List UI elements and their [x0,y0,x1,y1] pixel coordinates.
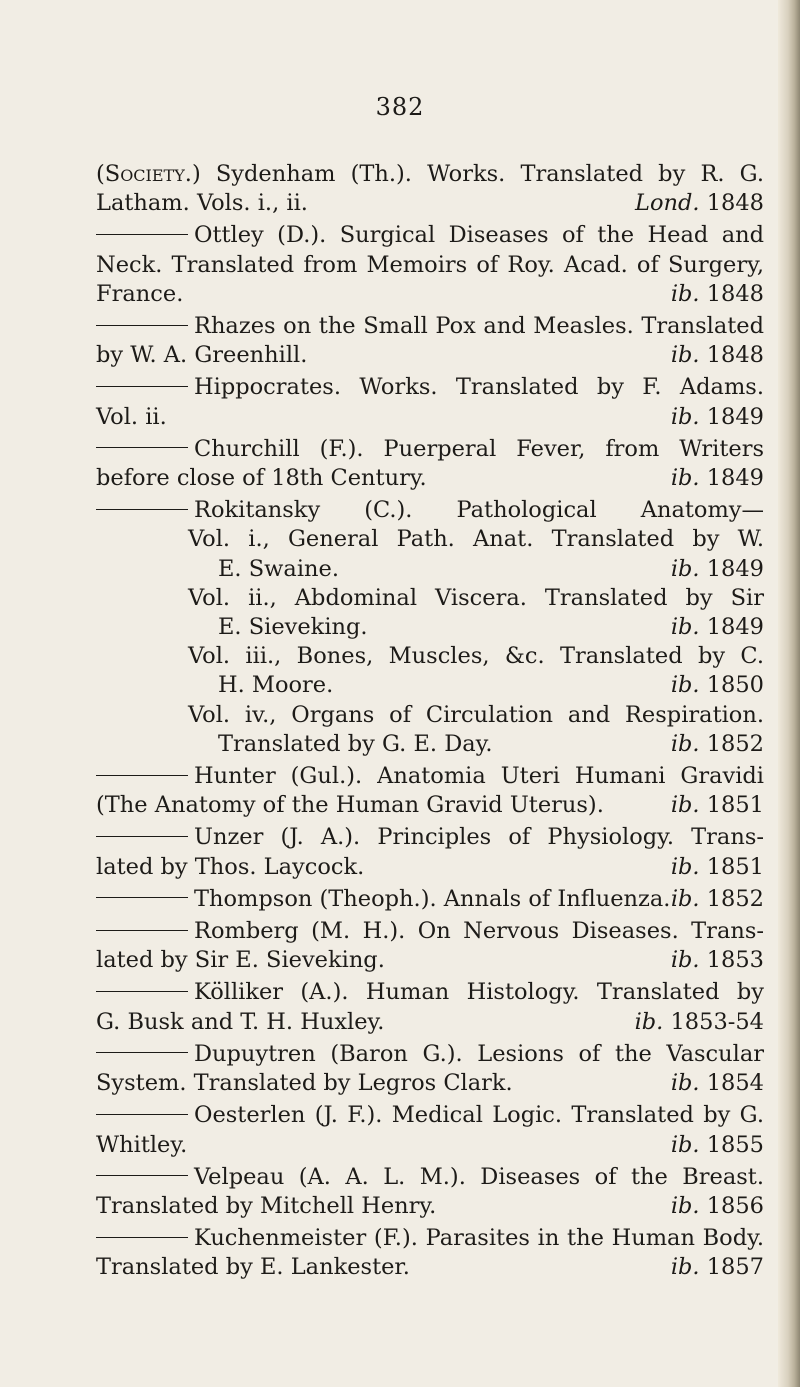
entry-last-line [96,791,764,820]
entry-line: Neck. Translated from Memoirs of Roy. Acad. of Surgery, [96,251,764,278]
entry-line: Velpeau (A. A. L. M.). Diseases of the Breast. [96,1163,764,1192]
imprint: ib. 1853-54 [634,1008,764,1035]
entry-line: Kuchenmeister (F.). Parasites in the Human Body. [96,1224,764,1253]
entry-last-line [96,341,764,370]
imprint-place: ib. [634,1008,664,1035]
entry-last-line [96,464,764,493]
imprint: ib. 1855 [670,1131,764,1158]
entry-line: Rokitansky (C.). Pathological Anatomy— [96,496,764,525]
entry-line: Hunter (Gul.). Anatomia Uteri Humani Gravidi [96,762,764,791]
ditto-dash [96,447,188,448]
imprint-place: ib. [670,614,700,641]
volume-continuation [188,613,764,642]
entry-text: Whitley. [96,1131,188,1158]
imprint: ib. 1851 [670,853,764,880]
imprint-place: ib. [670,730,700,757]
volume-last-line [218,730,764,759]
imprint-place: ib. [670,947,700,974]
imprint-place: ib. [670,1192,700,1219]
imprint-place: ib. [670,853,700,880]
page-number: 382 [375,93,425,121]
ditto-dash [96,991,188,992]
entry-last-line [96,1192,764,1221]
volume-entry [96,584,764,642]
book-spine-shadow [778,0,800,1387]
bibliography-entry [96,221,764,309]
ditto-dash [96,509,188,510]
imprint: ib. 1852 [670,885,764,912]
volume-entry [96,642,764,700]
imprint: ib. 1849 [670,403,764,430]
entry-last-line [96,885,764,914]
entry-line: Kölliker (A.). Human Histology. Translated by [96,978,764,1007]
entry-last-line [96,403,764,432]
volume-line: Vol. iv., Organs of Circulation and Respiration. [188,701,764,728]
ditto-dash [96,836,188,837]
volume-last-line [218,555,764,584]
imprint-place: ib. [670,280,700,307]
entry-text: H. Moore. [218,672,334,699]
bibliography-entry [96,373,764,431]
volume-continuation [188,555,764,584]
entry-text: Thompson (Theoph.). Annals of Influenza. [96,885,670,914]
imprint: ib. 1856 [670,1192,764,1219]
imprint-place: ib. [670,342,700,369]
entry-line: Unzer (J. A.). Principles of Physiology. Trans- [96,823,764,852]
entry-text: before close of 18th Century. [96,465,427,492]
imprint: ib. 1851 [670,792,764,819]
volume-entry [96,701,764,759]
imprint-place: ib. [670,672,700,699]
bibliography-entry [96,823,764,881]
ditto-dash [96,775,188,776]
ditto-dash [96,1052,188,1053]
entry-text: Latham. Vols. i., ii. [96,190,308,217]
imprint: ib. 1848 [670,280,764,307]
volume-line: Vol. ii., Abdominal Viscera. Translated by Sir [188,584,764,611]
ditto-dash [96,234,188,235]
entry-line: (Society.) Sydenham (Th.). Works. Translated by R. G. [96,161,764,187]
volume-last-line [218,613,764,642]
entry-text: France. [96,280,184,307]
bibliography-entry [96,160,764,218]
entry-last-line [96,280,764,309]
entry-last-line [96,189,764,218]
entry-last-line [96,1131,764,1160]
bibliography-entry [96,312,764,370]
imprint-place: ib. [670,555,700,582]
entry-text: E. Swaine. [218,555,339,582]
imprint: ib. 1849 [670,614,764,641]
entry-text: by W. A. Greenhill. [96,342,308,369]
imprint-place: Lond. [635,190,700,217]
imprint-place: ib. [670,792,700,819]
ditto-dash [96,325,188,326]
entry-text: Translated by G. E. Day. [218,730,493,757]
entry-last-line [96,1069,764,1098]
entry-text: lated by Sir E. Sieveking. [96,947,385,974]
bibliography-entry [96,1224,764,1282]
entry-text: lated by Thos. Laycock. [96,853,365,880]
entry-line: Ottley (D.). Surgical Diseases of the Head and [96,221,764,250]
entry-last-line [96,853,764,882]
imprint: ib. 1854 [670,1070,764,1097]
entry-text: Translated by Mitchell Henry. [96,1192,437,1219]
entry-line: Hippocrates. Works. Translated by F. Adams. [96,373,764,402]
bibliography-entry [96,1040,764,1098]
ditto-dash [96,1237,188,1238]
bibliography-entry [96,762,764,820]
imprint: ib. 1848 [670,342,764,369]
bibliography-entry [96,496,764,759]
entry-line: Dupuytren (Baron G.). Lesions of the Vascular [96,1040,764,1069]
imprint-place: ib. [670,1070,700,1097]
society-label: Society [104,161,185,187]
ditto-dash [96,1175,188,1176]
ditto-dash [96,1114,188,1115]
bibliography-entry [96,885,764,914]
bibliography-entry [96,1101,764,1159]
imprint-place: ib. [670,403,700,430]
imprint: ib. 1857 [670,1254,764,1281]
imprint-place: ib. [670,1254,700,1281]
imprint-place: ib. [670,465,700,492]
volume-continuation [188,730,764,759]
entry-last-line [96,1253,764,1282]
entry-line: Romberg (M. H.). On Nervous Diseases. Trans- [96,917,764,946]
volume-line: Vol. iii., Bones, Muscles, &c. Translated by C. [188,643,764,670]
imprint: ib. 1853 [670,947,764,974]
imprint: ib. 1850 [670,672,764,699]
volume-line: Vol. i., General Path. Anat. Translated by W. [188,526,764,553]
entry-text: E. Sieveking. [218,614,368,641]
bibliography-entry [96,917,764,975]
entry-text: Vol. ii. [96,403,167,430]
entry-text: Translated by E. Lankester. [96,1254,410,1281]
volume-entry [96,525,764,583]
imprint-place: ib. [670,1131,700,1158]
entry-line: Oesterlen (J. F.). Medical Logic. Translated by G. [96,1101,764,1130]
imprint: Lond. 1848 [635,190,764,217]
bibliography-entry [96,1163,764,1221]
entry-last-line [96,946,764,975]
ditto-dash [96,930,188,931]
entry-line: Rhazes on the Small Pox and Measles. Translated [96,312,764,341]
ditto-dash [96,386,188,387]
entry-line: Churchill (F.). Puerperal Fever, from Writers [96,435,764,464]
ditto-dash [96,897,188,898]
volume-continuation [188,671,764,700]
imprint: ib. 1849 [670,465,764,492]
bibliography-entry [96,978,764,1036]
entry-text: System. Translated by Legros Clark. [96,1070,513,1097]
entry-text: (The Anatomy of the Human Gravid Uterus). [96,792,604,819]
entry-text: G. Busk and T. H. Huxley. [96,1008,385,1035]
imprint: ib. 1852 [670,730,764,757]
bibliography-entry [96,435,764,493]
imprint-place: ib. [670,885,700,912]
volume-last-line [218,671,764,700]
entry-last-line [96,1008,764,1037]
bibliography-list [96,160,764,1286]
imprint: ib. 1849 [670,555,764,582]
